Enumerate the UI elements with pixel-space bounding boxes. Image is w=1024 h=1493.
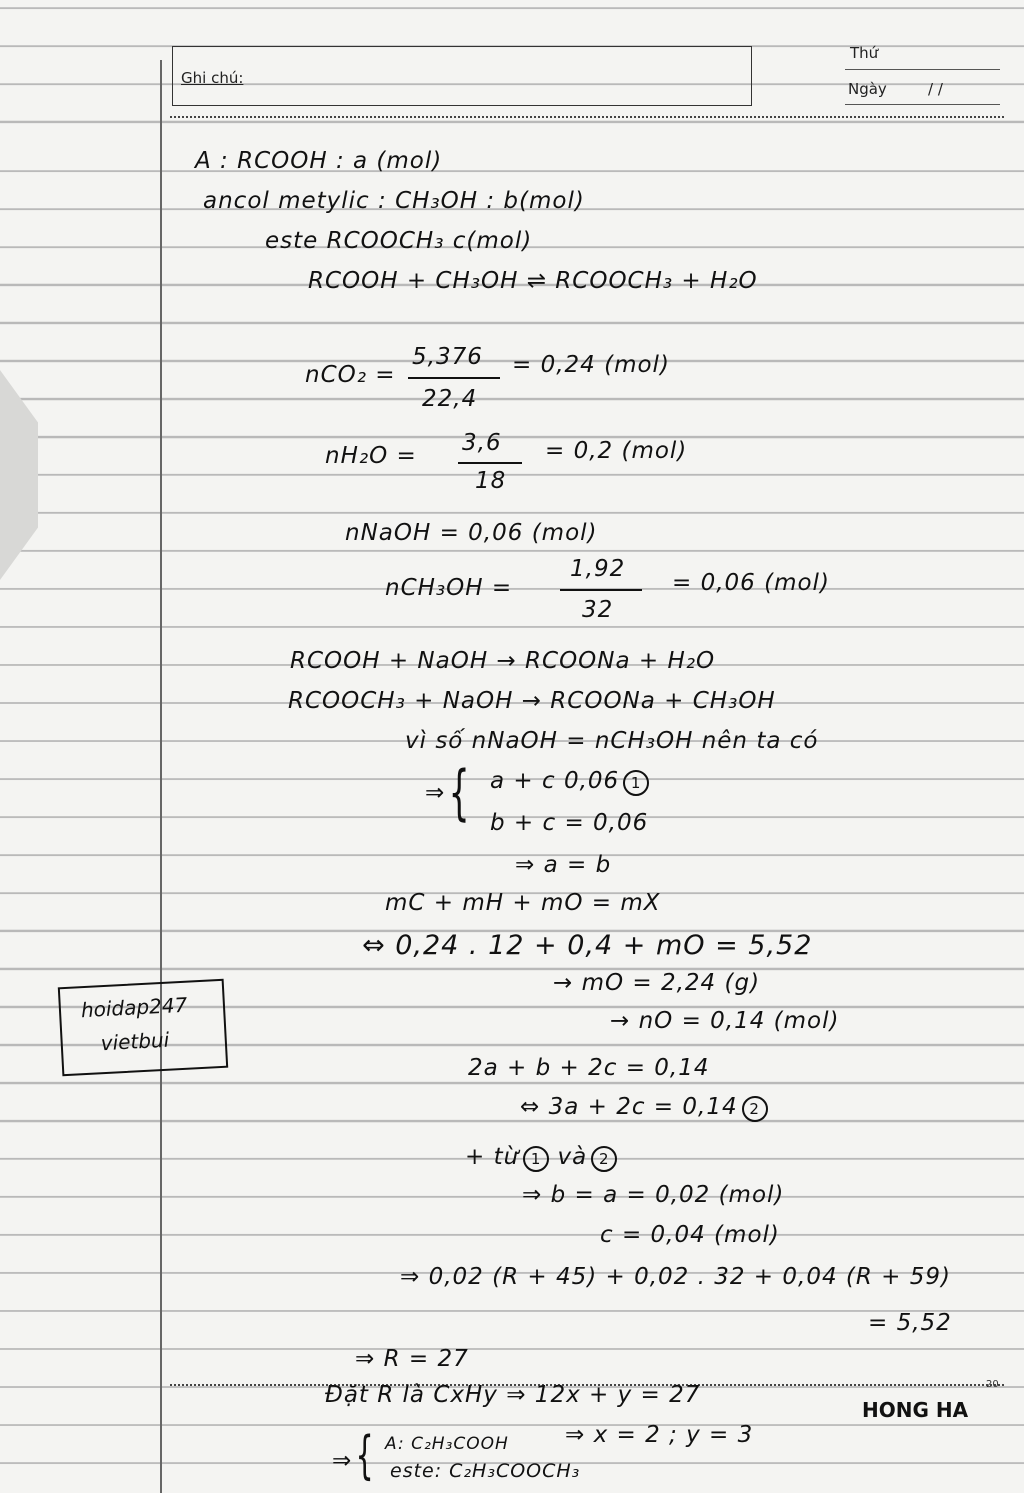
page-tab-notch (0, 370, 38, 580)
hw-nch3oh-fraction-bar (560, 589, 642, 591)
date-label: Ngày (848, 80, 887, 98)
hw-system-brace: { (448, 758, 470, 828)
hw-nco2-result: = 0,24 (mol) (512, 352, 670, 378)
hw-line-2: ancol metylic : CH₃OH : b(mol) (203, 188, 585, 214)
hw-nch3oh-result: = 0,06 (mol) (672, 570, 830, 596)
hw-nco2-num: 5,376 (412, 344, 483, 370)
hw-nh2o-result: = 0,2 (mol) (545, 438, 688, 464)
hw-nch3oh-label: nCH₃OH = (385, 575, 513, 601)
hw-nh2o-label: nH₂O = (325, 443, 417, 469)
hw-line-11: vì số nNaOH = nCH₃OH nên ta có (405, 728, 819, 754)
hw-line-24: ⇒ 0,02 (R + 45) + 0,02 . 32 + 0,04 (R + 59) (400, 1264, 951, 1290)
hw-line-27: Đặt R là CxHy ⇒ 12x + y = 27 (325, 1382, 701, 1408)
stamp-line-1: hoidap247 (80, 992, 188, 1023)
hw-implies-arrow: ⇒ (425, 780, 446, 806)
hw-final-brace: { (355, 1426, 374, 1486)
hw-line-10: RCOOCH₃ + NaOH → RCOONa + CH₃OH (288, 688, 776, 714)
hw-nco2-den: 22,4 (422, 386, 478, 412)
hw-eq-marker-1-ref: 1 (523, 1146, 549, 1172)
hw-line-16: ⇔ 0,24 . 12 + 0,4 + mO = 5,52 (362, 930, 813, 961)
watermark-stamp (58, 979, 228, 1077)
date-rule (845, 104, 1000, 105)
hw-line-29: A: C₂H₃COOH (385, 1434, 509, 1454)
hw-eq-marker-1: 1 (623, 770, 649, 796)
hw-line-15: mC + mH + mO = mX (385, 890, 661, 916)
day-rule (845, 69, 1000, 70)
hw-line-1: A : RCOOH : a (mol) (195, 148, 443, 174)
note-box (172, 46, 752, 106)
hw-line-26: ⇒ R = 27 (355, 1346, 469, 1372)
hw-line-22: ⇒ b = a = 0,02 (mol) (522, 1182, 785, 1208)
hw-line-30: este: C₂H₃COOCH₃ (390, 1460, 581, 1482)
hw-line-naoh: nNaOH = 0,06 (mol) (345, 520, 598, 546)
hw-eq-marker-2-ref: 2 (591, 1146, 617, 1172)
hw-line-3: este RCOOCH₃ c(mol) (265, 228, 533, 254)
hw-line-9: RCOOH + NaOH → RCOONa + H₂O (290, 648, 716, 674)
margin-line (160, 60, 162, 1493)
hw-line-18: → nO = 0,14 (mol) (610, 1008, 840, 1034)
hw-line-23: c = 0,04 (mol) (600, 1222, 780, 1248)
hw-line-25: = 5,52 (868, 1310, 952, 1336)
hw-nco2-label: nCO₂ = (305, 362, 396, 388)
hw-line-17: → mO = 2,24 (g) (553, 970, 761, 996)
hw-nco2-fraction-bar (408, 377, 500, 379)
hw-nch3oh-num: 1,92 (570, 556, 626, 582)
top-dotted-rule (170, 116, 1004, 118)
note-label: Ghi chú: (181, 69, 244, 87)
hw-line-13: b + c = 0,06 (490, 810, 649, 836)
brand-logo: HONG HA (862, 1398, 969, 1422)
page-number: 20 (986, 1379, 999, 1390)
stamp-line-2: vietbui (100, 1027, 170, 1056)
hw-line-14: ⇒ a = b (515, 852, 612, 878)
date-value: / / (928, 80, 943, 98)
hw-line-4: RCOOH + CH₃OH ⇌ RCOOCH₃ + H₂O (308, 268, 758, 294)
hw-nh2o-den: 18 (475, 468, 507, 494)
hw-line-28: ⇒ x = 2 ; y = 3 (565, 1422, 754, 1448)
hw-nh2o-num: 3,6 (462, 430, 502, 456)
hw-line-19: 2a + b + 2c = 0,14 (468, 1055, 710, 1081)
hw-line-12: a + c 0,06 1 (490, 768, 649, 796)
hw-line-21: + từ 1 và 2 (465, 1144, 617, 1172)
day-label: Thứ (850, 44, 879, 62)
hw-line-20: ⇔ 3a + 2c = 0,14 2 (520, 1094, 768, 1122)
hw-nch3oh-den: 32 (582, 597, 614, 623)
hw-nh2o-fraction-bar (458, 462, 522, 464)
hw-eq-marker-2: 2 (742, 1096, 768, 1122)
hw-final-arrow: ⇒ (332, 1448, 353, 1474)
